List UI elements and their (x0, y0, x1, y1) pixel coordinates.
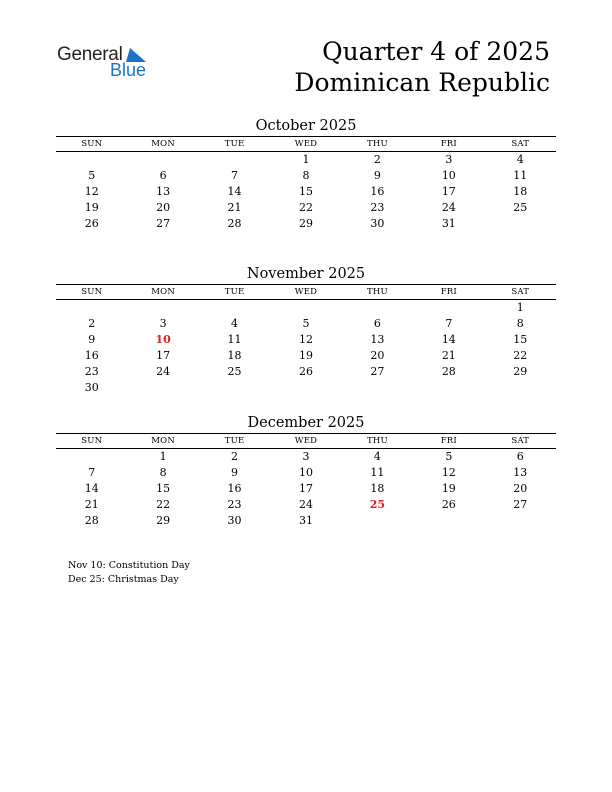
calendar-grid (56, 136, 556, 232)
day-cell: 25 (513, 201, 528, 214)
day-cell (413, 300, 484, 316)
day-cell: 19 (84, 201, 99, 214)
day-cell: 1 (516, 301, 524, 314)
month-title: December 2025 (247, 415, 365, 431)
weekday-label: SUN (81, 436, 103, 446)
day-cell: 26 (84, 217, 99, 230)
week-row (56, 449, 556, 465)
week-row (56, 168, 556, 184)
holiday-day-cell: 10 (155, 333, 171, 346)
day-cell: 24 (441, 201, 456, 214)
day-cell: 30 (370, 217, 385, 230)
month-december (56, 413, 556, 529)
day-cell: 28 (84, 514, 99, 527)
day-cell: 30 (227, 514, 242, 527)
calendar-grid (56, 284, 556, 396)
week-row (56, 184, 556, 200)
weekday-label: TUE (224, 436, 245, 446)
weekday-label: MON (151, 287, 175, 297)
weekday-label: TUE (224, 287, 245, 297)
day-cell: 6 (373, 317, 381, 330)
day-cell: 11 (370, 466, 385, 479)
day-cell: 2 (373, 153, 381, 166)
weekday-label: WED (294, 436, 318, 446)
day-cell: 20 (513, 482, 528, 495)
weekday-label: WED (294, 139, 318, 149)
day-cell: 18 (370, 482, 385, 495)
day-cell: 4 (516, 153, 524, 166)
weekday-label: THU (366, 287, 388, 297)
month-october (56, 116, 556, 232)
week-row (56, 152, 556, 168)
day-cell (413, 380, 484, 396)
day-cell (342, 513, 413, 529)
day-cell: 24 (298, 498, 313, 511)
day-cell (485, 513, 556, 529)
day-cell: 23 (84, 365, 99, 378)
day-cell (485, 216, 556, 232)
day-cell: 10 (298, 466, 313, 479)
day-cell: 9 (231, 466, 239, 479)
day-cell: 29 (298, 217, 313, 230)
day-cell: 8 (302, 169, 310, 182)
day-cell: 19 (298, 349, 313, 362)
day-cell: 15 (298, 185, 313, 198)
weekday-label: SAT (511, 287, 530, 297)
day-cell: 5 (302, 317, 310, 330)
day-cell: 7 (231, 169, 239, 182)
logo-text-general: General (57, 44, 123, 65)
day-cell: 30 (84, 381, 99, 394)
page-title: Quarter 4 of 2025 (322, 37, 550, 66)
week-row (56, 216, 556, 232)
day-cell: 29 (513, 365, 528, 378)
day-cell: 26 (441, 498, 456, 511)
holiday-notes (68, 559, 190, 587)
day-cell: 6 (516, 450, 524, 463)
week-row (56, 465, 556, 481)
day-cell: 14 (441, 333, 456, 346)
week-row (56, 497, 556, 513)
day-cell: 3 (302, 450, 310, 463)
day-cell: 22 (156, 498, 171, 511)
week-row (56, 200, 556, 216)
day-cell: 12 (441, 466, 456, 479)
month-title: November 2025 (246, 266, 366, 282)
day-cell: 8 (159, 466, 167, 479)
day-cell: 4 (231, 317, 239, 330)
week-row (56, 316, 556, 332)
week-row (56, 380, 556, 396)
day-cell: 31 (298, 514, 313, 527)
day-cell: 12 (298, 333, 313, 346)
weekday-label: THU (366, 139, 388, 149)
day-cell (413, 513, 484, 529)
holiday-note: Dec 25: Christmas Day (68, 574, 179, 585)
day-cell (199, 380, 270, 396)
day-cell: 15 (156, 482, 171, 495)
day-cell: 8 (516, 317, 524, 330)
weekday-label: FRI (440, 436, 457, 446)
day-cell: 11 (227, 333, 242, 346)
day-cell: 25 (227, 365, 242, 378)
day-cell (56, 300, 127, 316)
day-cell: 12 (84, 185, 99, 198)
day-cell (270, 380, 341, 396)
week-row (56, 348, 556, 364)
day-cell: 10 (441, 169, 456, 182)
holiday-day-cell: 25 (369, 498, 386, 511)
day-cell: 19 (441, 482, 456, 495)
day-cell (199, 152, 270, 168)
day-cell: 16 (84, 349, 99, 362)
day-cell: 23 (370, 201, 385, 214)
day-cell: 26 (298, 365, 313, 378)
day-cell: 13 (513, 466, 528, 479)
day-cell: 28 (227, 217, 242, 230)
weekday-header-row (56, 137, 556, 152)
day-cell: 2 (231, 450, 239, 463)
day-cell (199, 300, 270, 316)
day-cell: 18 (513, 185, 528, 198)
weekday-header-row (56, 285, 556, 300)
day-cell: 27 (156, 217, 171, 230)
day-cell (56, 449, 127, 465)
day-cell: 18 (227, 349, 242, 362)
day-cell (127, 380, 198, 396)
day-cell: 17 (298, 482, 313, 495)
day-cell: 5 (445, 450, 453, 463)
week-row (56, 481, 556, 497)
day-cell: 1 (302, 153, 310, 166)
week-row (56, 364, 556, 380)
day-cell: 27 (370, 365, 385, 378)
weekday-label: SUN (81, 287, 103, 297)
week-row (56, 300, 556, 316)
day-cell: 6 (159, 169, 167, 182)
day-cell: 22 (298, 201, 313, 214)
weekday-label: SUN (81, 139, 103, 149)
day-cell: 17 (441, 185, 456, 198)
day-cell: 9 (88, 333, 96, 346)
day-cell: 17 (156, 349, 171, 362)
weekday-label: THU (366, 436, 388, 446)
day-cell: 2 (88, 317, 96, 330)
day-cell: 31 (441, 217, 456, 230)
day-cell: 20 (156, 201, 171, 214)
day-cell: 21 (84, 498, 99, 511)
day-cell: 15 (513, 333, 528, 346)
day-cell: 28 (441, 365, 456, 378)
day-cell: 9 (373, 169, 381, 182)
page-subtitle: Dominican Republic (294, 68, 550, 97)
day-cell: 13 (156, 185, 171, 198)
weekday-label: MON (151, 139, 175, 149)
month-november (56, 264, 556, 396)
day-cell (127, 152, 198, 168)
day-cell: 21 (441, 349, 456, 362)
day-cell (342, 300, 413, 316)
logo-text-blue: Blue (110, 60, 147, 80)
day-cell: 22 (513, 349, 528, 362)
month-title: October 2025 (255, 118, 357, 134)
weekday-label: FRI (440, 287, 457, 297)
week-row (56, 332, 556, 348)
weekday-label: SAT (511, 436, 530, 446)
day-cell: 7 (445, 317, 453, 330)
day-cell: 1 (159, 450, 167, 463)
day-cell: 29 (156, 514, 171, 527)
day-cell: 13 (370, 333, 385, 346)
day-cell: 7 (88, 466, 96, 479)
day-cell: 11 (513, 169, 528, 182)
day-cell: 14 (227, 185, 242, 198)
weekday-label: MON (151, 436, 175, 446)
weekday-label: FRI (440, 139, 457, 149)
day-cell (485, 380, 556, 396)
holiday-note: Nov 10: Constitution Day (68, 560, 190, 571)
day-cell: 4 (373, 450, 381, 463)
day-cell: 23 (227, 498, 242, 511)
day-cell: 20 (370, 349, 385, 362)
day-cell (56, 152, 127, 168)
day-cell: 21 (227, 201, 242, 214)
week-row (56, 513, 556, 529)
day-cell: 3 (159, 317, 167, 330)
day-cell: 27 (513, 498, 528, 511)
day-cell: 14 (84, 482, 99, 495)
day-cell: 24 (156, 365, 171, 378)
day-cell: 3 (445, 153, 453, 166)
day-cell: 16 (370, 185, 385, 198)
weekday-label: WED (294, 287, 318, 297)
weekday-label: SAT (511, 139, 530, 149)
day-cell (342, 380, 413, 396)
logo (57, 42, 157, 82)
day-cell: 5 (88, 169, 96, 182)
calendar-grid (56, 433, 556, 529)
weekday-label: TUE (224, 139, 245, 149)
day-cell (270, 300, 341, 316)
day-cell: 16 (227, 482, 242, 495)
weekday-header-row (56, 434, 556, 449)
day-cell (127, 300, 198, 316)
